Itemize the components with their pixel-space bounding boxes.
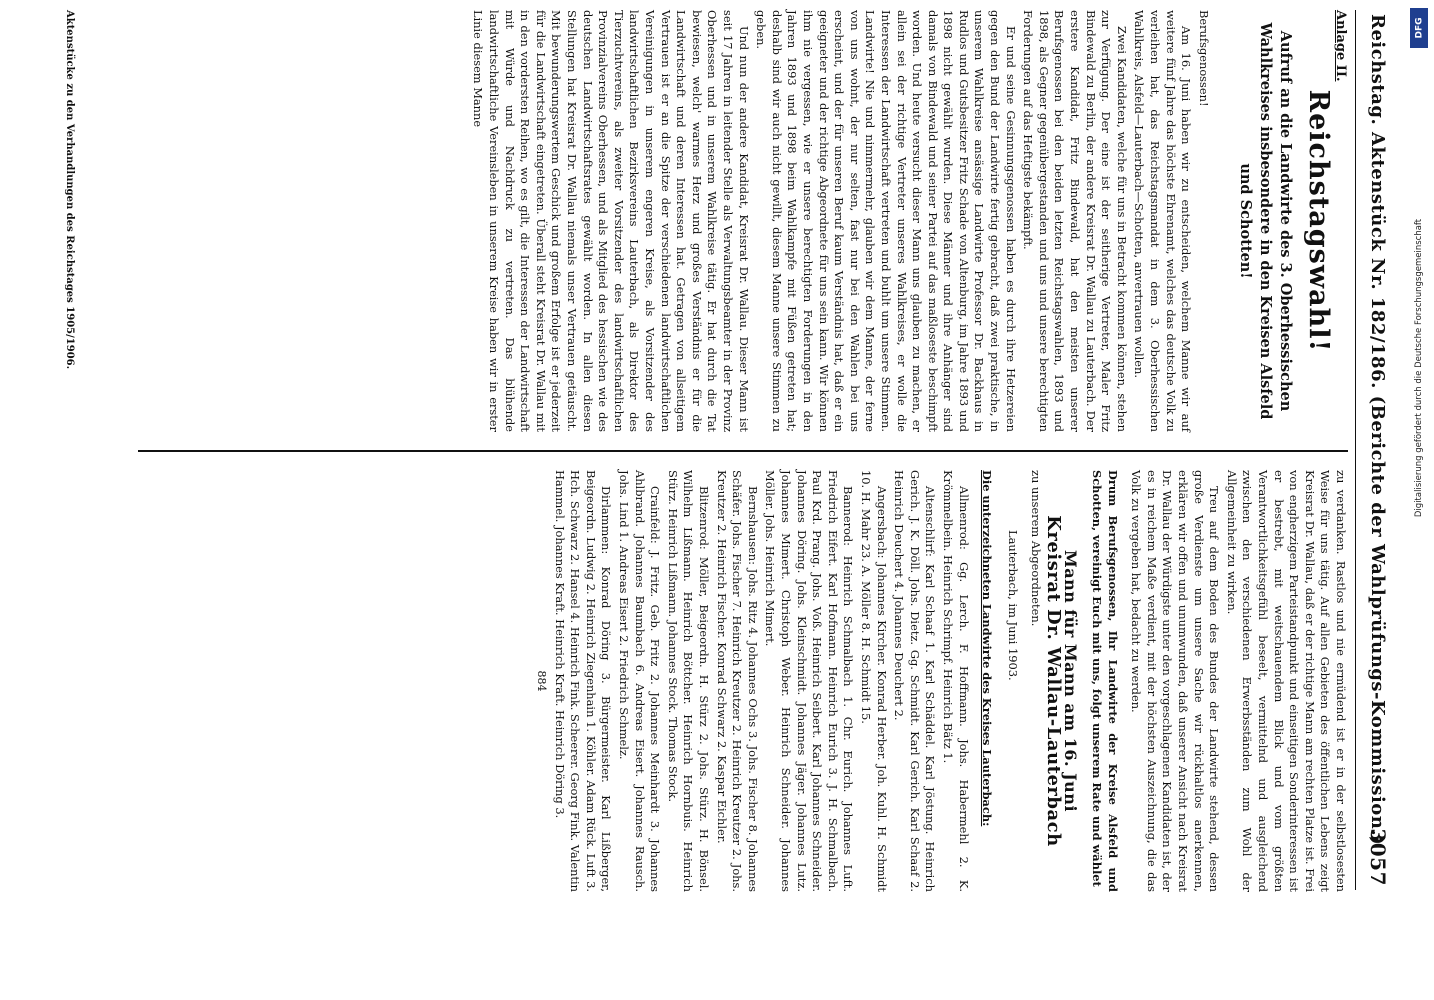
signatory-group: Bannerod: Heinrich Schmalbach 1. Chr. Eurich. Johannes Luft. Friedrich Eifert. Karl Hofmann. Heinrich Eurich 3. J. H. Schmalbach. Paul Krd. Prang. Johs. Voß. Heinrich Seibert. Karl Johannes Schneider. Johannes Döring. Johs. Kleinschmidt. Johannes Jäger. Johannes Lutz. Johannes Mimert. Christoph Weber. Heinrich Schneider. Johannes Möller. Johs. Heinrich Mimert. [763,470,856,892]
signatories-heading: Die unterzeichneten Landwirte des Kreises Lauterbach: [980,470,995,827]
digitization-credit-text: Digitalisierung gefördert durch die Deutsche Forschungsgemeinschaft [1414,218,1424,518]
page-footer: Aktenstücke zu den Verhandlungen des Reichstages 1905/1906. [64,10,75,370]
paragraph: Am 16. Juni haben wir zu entscheiden, welchem Manne wir auf weitere fünf Jahre das höchste Ehrenamt, welches das deutsche Volk zu verleihen hat, das Reichstagsmandat in dem 3. Oberhessischen Wahlkreis, Alsfeld—Lauterbach—Schotten, anvertrauen wollen. [1132,10,1194,432]
digitization-credit [1408,8,1432,992]
signatory-group: Crainfeld: J. Fritz. Geb. Fritz 2. Johannes Meinhardt 3. Johannes Ahlbrand. Johannes Baumbach 6. Andreas Eisert. Johannes Rausch. Johs. Lind 1. Andreas Eisert 2. Friedrich Schmelz. [617,470,663,892]
signatory-group: Altenschlirf: Karl Schaaf 1. Karl Schäddel. Karl Jöstung. Heinrich Gerich. J. K. Döll. Johs. Dietz. Gg. Schmidt. Karl Gerich. Karl Schaaf 2. Heinrich Deuchert 4. Johannes Deuchert 2. [892,470,938,892]
signatory-group: Blitzenrod: Möller, Beigeordn. H. Stürz 2. Johs. Stürz. H. Bönsel. Wilhelm Lißmann. Heinrich Böttcher. Heinrich Hornbuis. Heinrich Stürz. Heinrich Lißmann. Johannes Stock. Thomas Stock. [665,470,712,892]
column-divider [138,450,1348,452]
paragraph: Zwei Kandidaten, welche für uns in Betracht kommen können, stehen zur Verfügung. Der eine ist der seitherige Vertreter, Maler Fritz Bindewald zu Berlin, der andere Kreisrat Dr. Wallau zu Lauterbach. Der erstere Kandidat, Fritz Bindewald, hat den meisten unserer Berufsgenossen bei den beiden letzten Reichstagswahlen, 1893 und 1898, als Gegner gegenübergestanden und uns und unsere berechtigten Forderungen auf das Heftigste bekämpft. [1021,10,1129,432]
anlage-label: Anlage II. [1333,10,1348,82]
salutation: Berufsgenossen! [1196,10,1211,107]
dfg-logo: DFG [1410,8,1428,48]
article-subtitle: Aufruf an die Landwirte des 3. Oberhessischen Wahlkreises insbesondere in den Kreisen Alsfeld und Schotten! [1236,22,1294,420]
header-page-number: 3057 [1366,828,1390,886]
right-column [532,470,1349,892]
signatory-group: Bernshausen: Johs. Ritz 4. Johannes Ochs 3. Johs. Fischer 8. Johannes Schäfer. Johs. Fischer 7. Heinrich Kreutzer 2. Heinrich Kreutzer 2. Johs. Kreutzer 2. Heinrich Fischer. Konrad Schwarz 2. Kaspar Eichler. [714,470,760,892]
dateline: Lauterbach, im Juni 1903. [1005,530,1020,681]
closing-line: zu unserem Abgeordneten. [1029,470,1044,627]
signatory-group: Allmenrod: Gg. Lerch. F. Hoffmann. Johs. Habermehl 2. K. Krömmelbein. Heinrich Schrimpf. Heinrich Bätz 1. [940,470,971,892]
paragraph: Und nun der andere Kandidat, Kreisrat Dr. Wallau. Dieser Mann ist seit 17 Jahren in leitender Stelle als Verwaltungsbeamter in der Provinz Oberhessen und in unserem Wahlkreise tätig. Er hat durch die Tat bewiesen, welch' warmes Herz und großes Verständnis er für die Landwirtschaft und deren Interessen hat. Getragen von allseitigem Vertrauen ist er an die Spitze der verschiedenen landwirtschaftlichen Vereinigungen in unserem engeren Kreise, als Vorsitzender des landwirtschaftlichen Bezirksvereins Lauterbach, als Direktor des Tierzuchtvereins, als zweiter Vorsitzender des landwirtschaftlichen Provinzialvereins Oberhessen, und als Mitglied des hessischen wie des deutschen Landwirtschaftsrates gewählt worden. In allen diesen Stellungen hat Kreisrat Dr. Wallau niemals unser Vertrauen getäuscht. Mit bewunderungswertem Geschick und großem Erfolge ist er jederzeit für die Landwirtschaft eingetreten. Überall steht Kreisrat Dr. Wallau mit in den vordersten Reihen, wo es gilt, die Interessen der Landwirtschaft mit Würde und Nachdruck zu vertreten. Das blühende landwirtschaftliche Vereinsleben in unserem Kreise haben wir in erster Linie diesem Manne [471,10,751,432]
signatory-group: Dirlammen: Konrad Döring 3. Bürgermeister. Karl Lißberger, Beigeordn. Ludwig 2. Heinrich Ziegenhain 1. Köhler. Adam Rück. Luft 3. Hch. Schwarz 2. Hansel 4. Heinrich Fink. Scheerer. Georg Fink. Valentin Hammel. Johannes Kraft. Heinrich Kraft. Heinrich Döring 3. [552,470,614,892]
header-title: Reichstag. Aktenstück Nr. 182/186. (Berichte der Wahlprüfungs-Kommission.) [1367,14,1389,846]
candidate-name: Kreisrat Dr. Wallau-Lauterbach [1042,515,1064,847]
page-marker: 884 [535,670,549,692]
running-header [1355,10,1400,890]
paragraph: Treu auf dem Boden des Bundes der Landwirte stehend, dessen große Verdienste um unsere Sache wir rückhaltlos anerkennen, erklären wir offen und unumwunden, daß unserer Ansicht nach Kreisrat Dr. Wallau der Würdigste unter den vorgeschlagenen Kandidaten ist, der es in reichem Maße verdient, mit der höchsten Auszeichnung, die das Volk zu vergeben hat, bedacht zu werden. [1129,470,1222,892]
rotated-newspaper-sheet [30,10,1400,890]
signatory-group: Angersbach: Johannes Kircher. Konrad Herber. Joh. Kuhl. H. Schmidt 10. H. Mahr 23. A. Möller 8. H. Schmidt 15. [858,470,889,892]
vote-line: Mann für Mann am 16. Juni [1061,549,1081,813]
left-column [468,10,1348,432]
paragraph: zu verdanken. Rastlos und nie ermüdend ist er in der selbstlosesten Weise für uns tätig. Auf allen Gebieten des öffentlichen Lebens zeigt Kreisrat Dr. Wallau, daß er der richtige Mann am rechten Platze ist. Frei von engherzigem Parteistandpunkt und einseitigen Sonderinteressen ist er bestrebt, mit weitschauendem Blick und vom größten Verantwortlichkeitsgefühl beseelt, vermittelnd und ausgleichend zwischen den verschiedenen Erwerbsständen zum Wohl der Allgemeinheit zu wirken. [1224,470,1348,892]
article-title: Reichstagswahl! [1303,89,1335,353]
paragraph: Er und seine Gesinnungsgenossen haben es durch ihre Hetzereien gegen den Bund der Landwirte fertig gebracht, daß zwei praktische, in unserem Wahlkreise ansässige Landwirte Professor Dr. Backhaus in Rudlos und Gutsbesitzer Fritz Schade von Altenburg, im Jahre 1893 und 1898 nicht gewählt wurden. Diese Männer und ihre Anhänger sind damals von Bindewald und seiner Partei auf das maßloseste beschimpft worden. Und heute versucht dieser Mann uns glauben zu machen, er allein sei der richtige Vertreter unseres Wahlkreises, er wolle die Interessen der Landwirtschaft vertreten und buhlt um unsere Stimmen. Landwirte! Nie und nimmermehr, glauben wir dem Manne, der ferne von uns wohnt, der nur selten, fast nur bei den Wahlen bei uns erscheint, und der für unseren Beruf kaum Verständnis hat, daß er ein geeigneter und der richtige Abgeordnete für uns sein kann. Wir können ihm nie vergessen, wie er unsere berechtigten Forderungen in den Jahren 1893 und 1898 beim Wahlkampfe mit Füßen getreten hat; deshalb sind wir auch nicht gewillt, diesem Manne unsere Stimmen zu geben. [754,10,1018,432]
appeal-text: Drum Berufsgenossen, Ihr Landwirte der Kreise Alsfeld und Schotten, vereinigt Euch mit uns, folgt unserem Rate und wählet [1090,470,1120,892]
